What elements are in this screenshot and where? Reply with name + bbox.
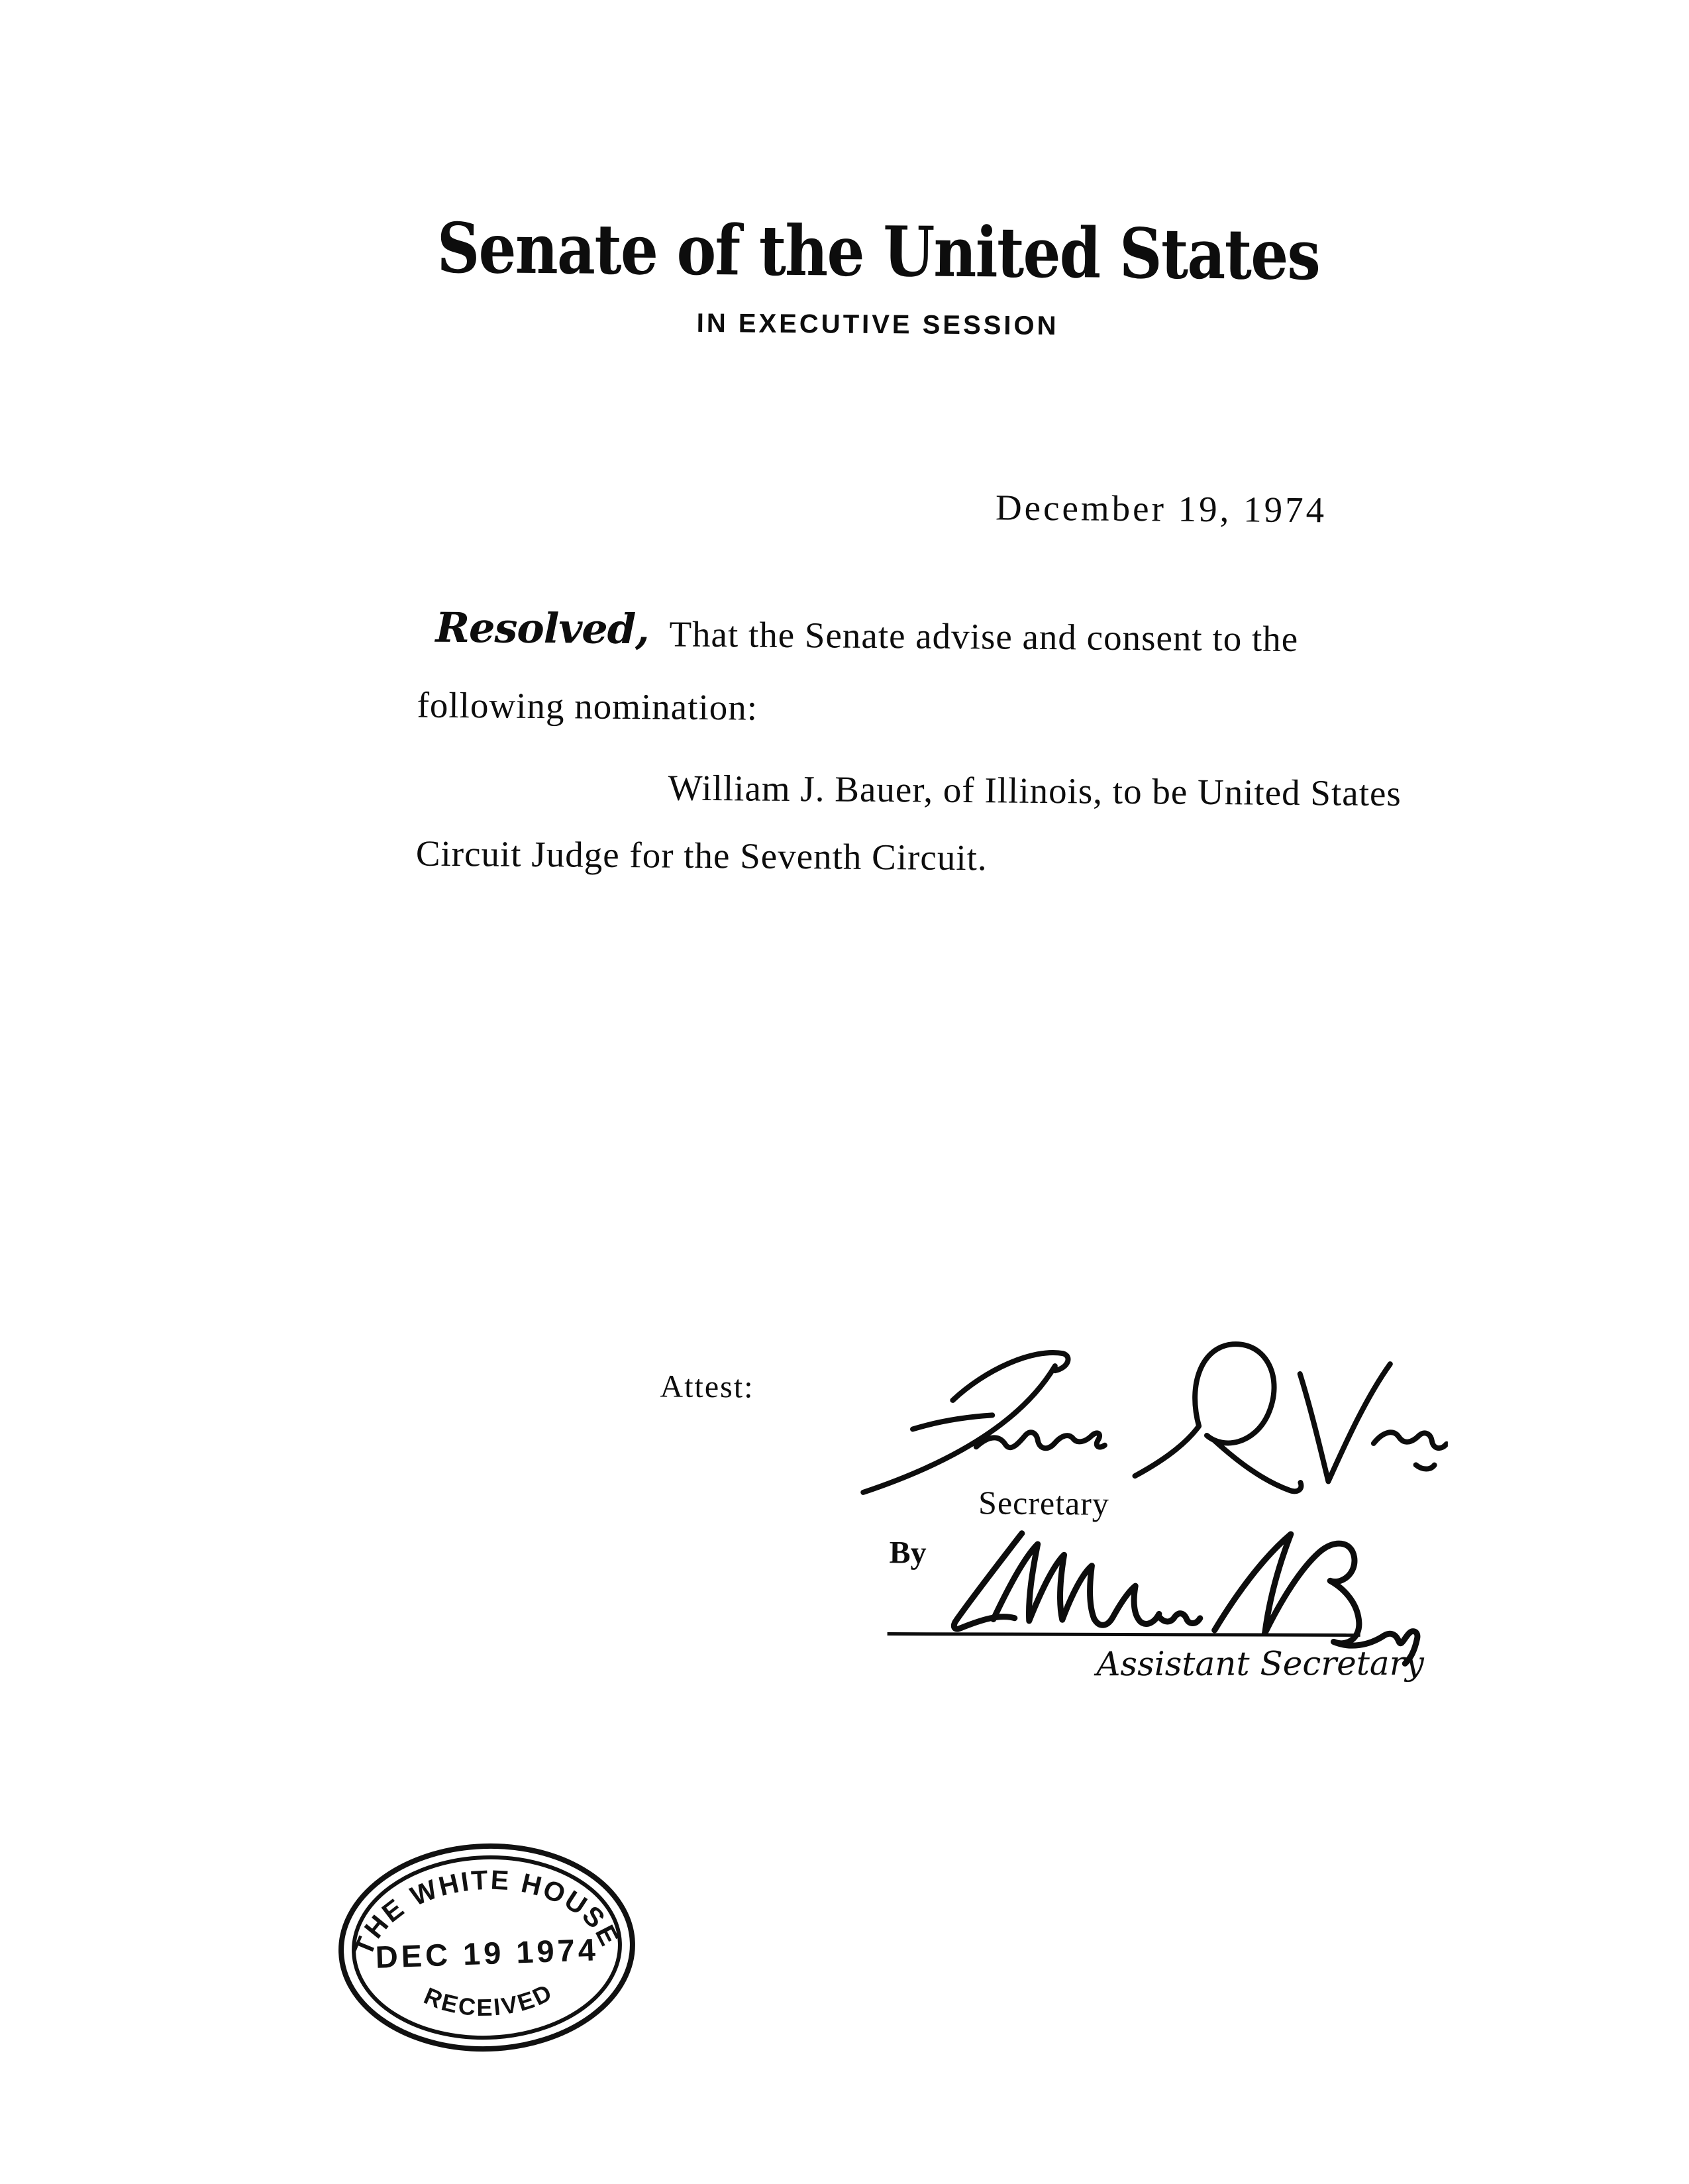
stamp-bottom-text: RECEIVED bbox=[420, 1977, 558, 2021]
nomination-line-2: Circuit Judge for the Seventh Circuit. bbox=[415, 833, 988, 878]
signature-stroke bbox=[1159, 1613, 1200, 1623]
signature-stroke bbox=[1299, 1363, 1390, 1482]
by-label: By bbox=[889, 1535, 927, 1571]
signature-stroke bbox=[863, 1365, 1055, 1494]
white-house-received-stamp bbox=[331, 1833, 642, 2062]
stamp-top-text: THE WHITE HOUSE bbox=[347, 1864, 626, 1960]
resolved-word: Resolved, bbox=[435, 603, 650, 654]
signature-stroke bbox=[1135, 1343, 1274, 1477]
executive-session-subtitle: IN EXECUTIVE SESSION bbox=[696, 308, 1059, 341]
signature-stroke bbox=[1214, 1441, 1302, 1491]
secretary-title: Secretary bbox=[978, 1484, 1110, 1522]
senate-title: Senate of the United States bbox=[436, 207, 1320, 296]
assistant-secretary-title: Assistant Secretary bbox=[1096, 1643, 1424, 1684]
date-line: December 19, 1974 bbox=[995, 487, 1327, 531]
signature-stroke bbox=[1416, 1465, 1435, 1469]
signature-stroke bbox=[1215, 1534, 1291, 1634]
nomination-line-1: William J. Bauer, of Illinois, to be United States bbox=[668, 767, 1402, 814]
resolved-clause-continued: following nomination: bbox=[417, 684, 758, 728]
secretary-signature-francis-r-valeo bbox=[851, 1328, 1449, 1505]
signature-stroke bbox=[1374, 1432, 1447, 1448]
stamp-date-text: DEC 19 1974 bbox=[374, 1932, 599, 1975]
signature-stroke bbox=[976, 1432, 1105, 1449]
signature-stroke bbox=[1094, 1586, 1159, 1626]
signature-stroke bbox=[913, 1414, 992, 1430]
attest-label: Attest: bbox=[660, 1369, 754, 1405]
resolved-clause: That the Senate advise and consent to the bbox=[669, 613, 1299, 659]
